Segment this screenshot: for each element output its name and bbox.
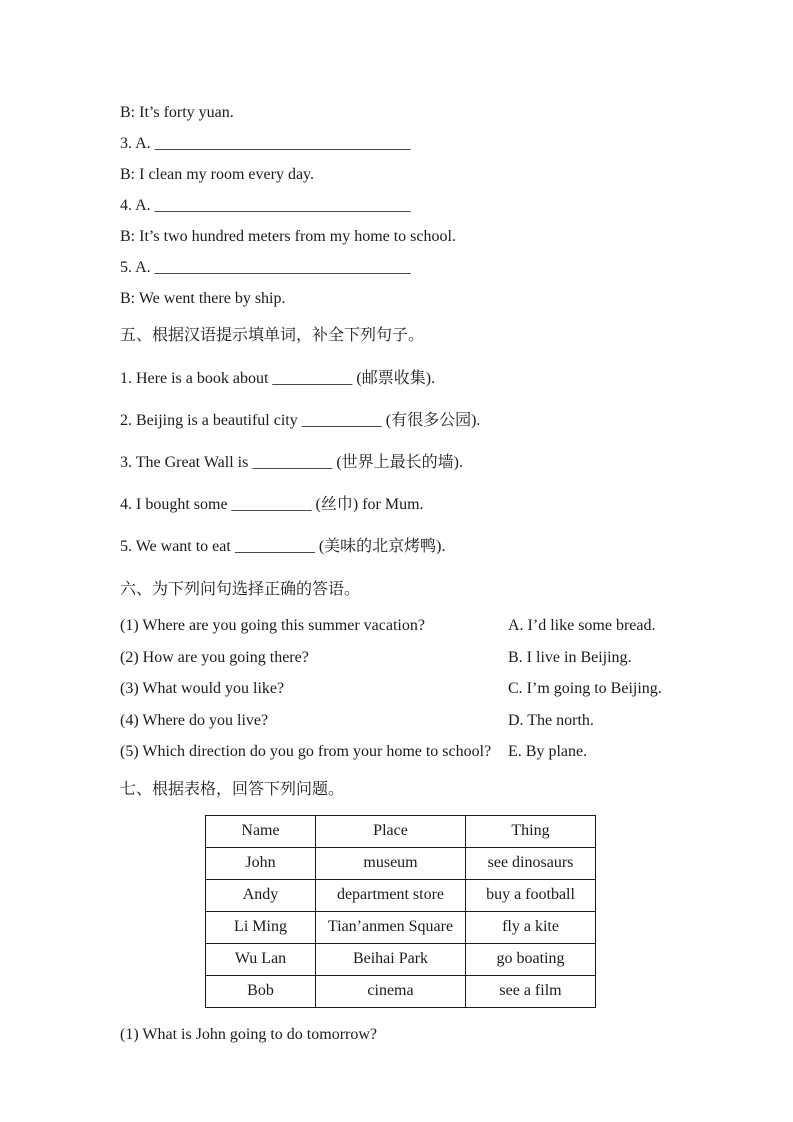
- fill-blank-item: 1. Here is a book about __________ (邮票收集).: [120, 370, 436, 387]
- table-cell: go boating: [466, 943, 596, 975]
- section6-heading: 六、为下列问句选择正确的答语。: [120, 581, 361, 598]
- table-cell: Bob: [206, 975, 316, 1007]
- section5-heading: 五、根据汉语提示填单词，补全下列句子。: [120, 327, 425, 344]
- fill-blank-item: 5. We want to eat __________ (美味的北京烤鸭).: [120, 538, 446, 555]
- match-question: (3) What would you like?: [120, 680, 285, 697]
- match-row: [120, 736, 743, 768]
- dialog-completion-block: [120, 97, 743, 314]
- match-answer: C. I’m going to Beijing.: [508, 680, 662, 697]
- table-cell: museum: [316, 847, 466, 879]
- section5-items: [120, 358, 743, 568]
- table-cell: cinema: [316, 975, 466, 1007]
- match-question: (4) Where do you live?: [120, 711, 269, 729]
- match-question: (1) Where are you going this summer vacation?: [120, 617, 425, 634]
- table-cell: Beihai Park: [316, 943, 466, 975]
- match-row: [120, 705, 743, 737]
- match-answer: A. I’d like some bread.: [508, 617, 656, 634]
- table-cell: see a film: [466, 975, 596, 1007]
- fill-blank-item: 4. I bought some __________ (丝巾) for Mum.: [120, 496, 424, 513]
- match-row: [120, 610, 743, 642]
- dialog-line: B: It’s forty yuan.: [120, 104, 234, 121]
- dialog-line: B: I clean my room every day.: [120, 166, 315, 183]
- table-question: (1) What is John going to do tomorrow?: [120, 1025, 378, 1043]
- table-cell: see dinosaurs: [466, 847, 596, 879]
- table-row: [206, 911, 596, 943]
- table-row: [206, 975, 596, 1007]
- table-cell: buy a football: [466, 879, 596, 911]
- table-header-cell: Place: [316, 815, 466, 847]
- table-row: [206, 943, 596, 975]
- match-question: (2) How are you going there?: [120, 648, 309, 666]
- table-cell: Wu Lan: [206, 943, 316, 975]
- fill-blank-item: 2. Beijing is a beautiful city __________ (有很多公园).: [120, 412, 481, 429]
- table-row: [206, 879, 596, 911]
- table-cell: department store: [316, 879, 466, 911]
- table-cell: Li Ming: [206, 911, 316, 943]
- match-answer: D. The north.: [508, 711, 594, 729]
- table-cell: John: [206, 847, 316, 879]
- table-cell: Tian’anmen Square: [316, 911, 466, 943]
- section6-matching: [120, 610, 743, 768]
- table-row: [206, 847, 596, 879]
- table-header-cell: Name: [206, 815, 316, 847]
- fill-blank-item: 3. The Great Wall is __________ (世界上最长的墙).: [120, 454, 463, 471]
- match-answer: E. By plane.: [508, 743, 588, 760]
- table-header-row: [206, 815, 596, 847]
- table-cell: fly a kite: [466, 911, 596, 943]
- dialog-line: B: We went there by ship.: [120, 290, 286, 307]
- dialog-blank-line: 3. A. ________________________________: [120, 135, 411, 152]
- dialog-blank-line: 4. A. ________________________________: [120, 197, 411, 214]
- match-row: [120, 673, 743, 705]
- match-row: [120, 642, 743, 674]
- section7-heading: 七、根据表格，回答下列问题。: [120, 780, 345, 798]
- dialog-blank-line: 5. A. ________________________________: [120, 259, 411, 276]
- match-answer: B. I live in Beijing.: [508, 648, 632, 666]
- match-question: (5) Which direction do you go from your home to school?: [120, 743, 492, 760]
- schedule-table: [205, 815, 596, 1008]
- table-cell: Andy: [206, 879, 316, 911]
- table-header-cell: Thing: [466, 815, 596, 847]
- dialog-line: B: It’s two hundred meters from my home to school.: [120, 228, 456, 245]
